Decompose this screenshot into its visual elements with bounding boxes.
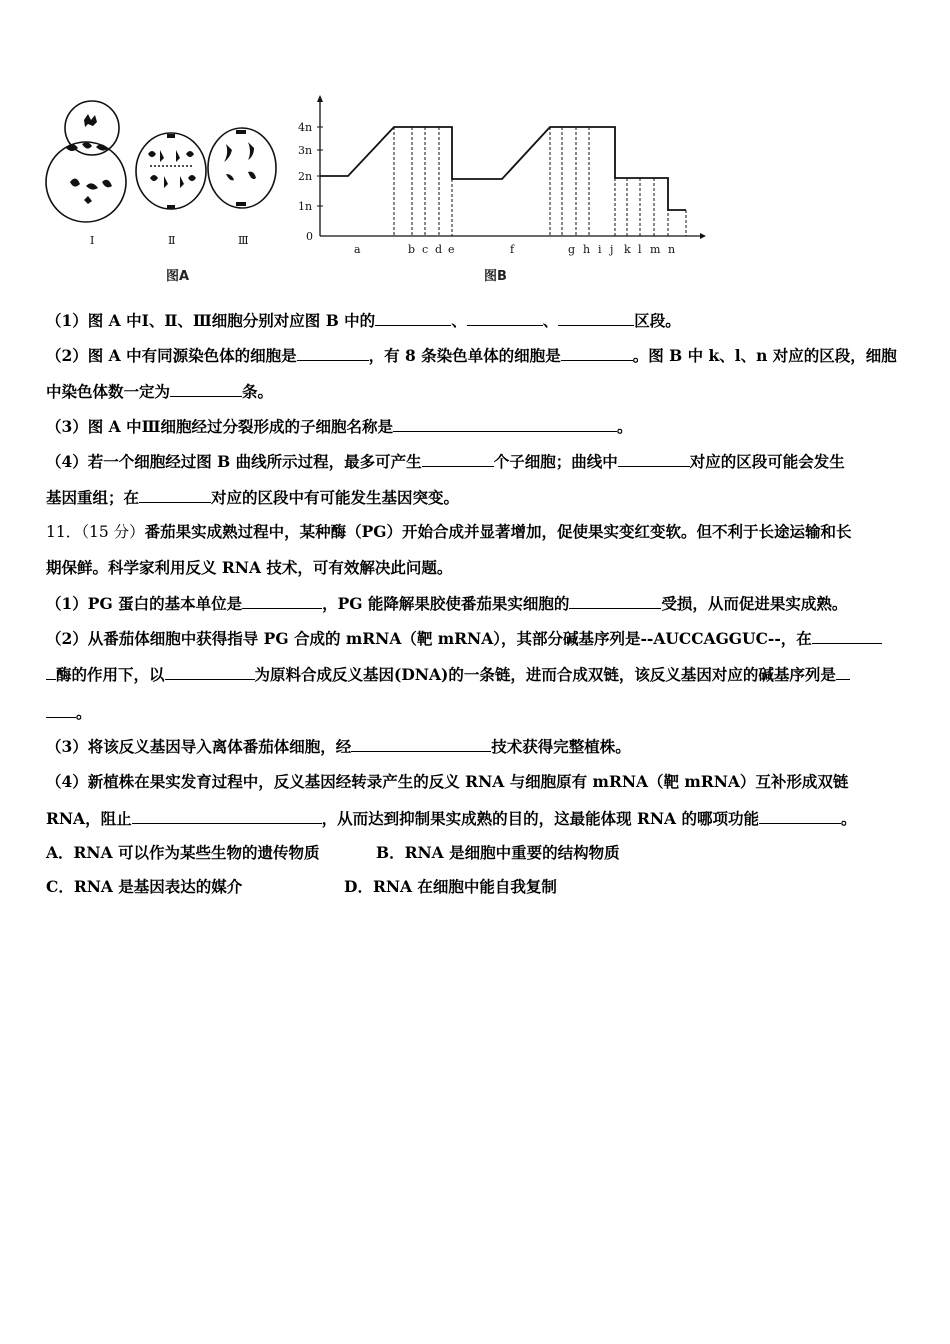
- separator: 、: [542, 311, 559, 330]
- q10-part4-cont: [46, 486, 906, 509]
- x-tick-j: j: [610, 243, 614, 256]
- cell-iii-label: Ⅲ: [238, 234, 249, 247]
- q10-part2: [46, 344, 906, 367]
- q11-part3: [46, 735, 906, 758]
- option-d[interactable]: D．RNA 在细胞中能自我复制: [344, 877, 557, 896]
- q11-part1-text: （1）PG 蛋白的基本单位是: [46, 594, 243, 613]
- cell-iii-drawing: [208, 128, 276, 208]
- q11-stem-text-2: 期保鲜。科学家利用反义 RNA 技术，可有效解决此问题。: [46, 558, 453, 577]
- cell-ii-label: Ⅱ: [168, 234, 176, 247]
- x-tick-k: k: [624, 243, 631, 256]
- q10-part2-cont: [46, 380, 906, 403]
- x-tick-e: e: [448, 243, 455, 256]
- q11-part4-cont-text-b: ，从而达到抑制果实成熟的目的，这最能体现 RNA 的哪项功能: [321, 809, 759, 828]
- cell-ii-drawing: [136, 133, 206, 209]
- q10-part2-text-c: 。图 B 中 k、l、n 对应的区段，细胞: [632, 346, 897, 365]
- q10-part2-cont-text: 中染色体数一定为: [46, 382, 171, 401]
- x-tick-c: c: [422, 243, 429, 256]
- q10-part3-end: 。: [616, 417, 633, 436]
- dna-content-curve: [320, 127, 686, 210]
- x-tick-b: b: [408, 243, 416, 256]
- x-tick-a: a: [354, 243, 361, 256]
- answer-blank[interactable]: [569, 592, 661, 609]
- option-b[interactable]: B．RNA 是细胞中重要的结构物质: [376, 843, 620, 862]
- answer-blank[interactable]: [836, 663, 850, 680]
- answer-blank[interactable]: [422, 450, 494, 467]
- phase-dividers: [394, 127, 686, 236]
- q11-part4-cont-end: 。: [840, 809, 857, 828]
- q10-part3-text: （3）图 A 中Ⅲ细胞经过分裂形成的子细胞名称是: [46, 417, 393, 436]
- x-tick-n: n: [668, 243, 676, 256]
- q11-part4-cont: [46, 807, 906, 830]
- answer-blank[interactable]: [812, 627, 882, 644]
- question-number: 11．（15 分）: [46, 523, 145, 541]
- figure-a-caption: 图A: [166, 269, 190, 284]
- y-tick-0: 0: [306, 230, 313, 243]
- answer-blank[interactable]: [351, 735, 491, 752]
- q11-options-row1: [46, 842, 906, 864]
- q10-part4-cont-text: 基因重组；在: [46, 488, 140, 507]
- q11-part2-end: 。: [76, 703, 92, 722]
- answer-blank[interactable]: [561, 344, 633, 361]
- answer-blank[interactable]: [165, 663, 255, 680]
- answer-blank[interactable]: [297, 344, 369, 361]
- answer-blank-cont[interactable]: [46, 701, 76, 718]
- q10-part2-text-b: ，有 8 条染色单体的细胞是: [368, 346, 561, 365]
- x-tick-f: f: [510, 243, 515, 256]
- x-tick-l: l: [638, 243, 642, 256]
- q10-part2-cont-end: 条。: [242, 382, 274, 401]
- x-tick-h: h: [583, 243, 591, 256]
- y-tick-4n: 4n: [298, 121, 313, 134]
- figure-svg: [40, 92, 720, 292]
- q10-part4-text: （4）若一个细胞经过图 B 曲线所示过程，最多可产生: [46, 452, 422, 471]
- q11-part4-cont-text: RNA，阻止: [46, 809, 132, 828]
- q10-part1-text: （1）图 A 中Ⅰ、Ⅱ、Ⅲ细胞分别对应图 B 中的: [46, 311, 376, 330]
- answer-blank[interactable]: [618, 450, 690, 467]
- x-tick-d: d: [435, 243, 443, 256]
- separator: 、: [451, 311, 467, 330]
- q10-part4-cont-end: 对应的区段中有可能发生基因突变。: [211, 488, 460, 507]
- graph-b: [298, 95, 706, 284]
- q11-part2-cont-text-b: 为原料合成反义基因(DNA)的一条链，进而合成双链，该反义基因对应的碱基序列是: [254, 665, 836, 684]
- q11-options-row2: [46, 876, 906, 898]
- q10-part4-text-b: 个子细胞；曲线中: [493, 452, 618, 471]
- x-tick-m: m: [650, 243, 661, 256]
- q11-stem-text: 番茄果实成熟过程中，某种酶（PG）开始合成并显著增加，促使果实变红变软。但不利于长途运输和长: [144, 522, 852, 541]
- answer-blank[interactable]: [242, 592, 322, 609]
- q10-part1-end: 区段。: [634, 311, 681, 330]
- q11-stem-cont: [46, 557, 906, 579]
- q11-part2-cont-text: 酶的作用下，以: [56, 665, 165, 684]
- q10-part1: [46, 309, 906, 332]
- y-tick-2n: 2n: [298, 170, 313, 183]
- q11-part2-text: （2）从番茄体细胞中获得指导 PG 合成的 mRNA（靶 mRNA），其部分碱基序列是--AUCCAGGUC--，在: [46, 629, 812, 648]
- q11-part1: [46, 592, 906, 615]
- y-tick-3n: 3n: [298, 144, 313, 157]
- answer-blank[interactable]: [558, 309, 634, 326]
- q11-part2-end-line: [46, 701, 906, 724]
- q11-part1-text-c: 受损，从而促进果实成熟。: [661, 594, 848, 613]
- q11-stem: [46, 521, 906, 543]
- answer-blank[interactable]: [132, 807, 322, 824]
- answer-blank[interactable]: [467, 309, 543, 326]
- q11-part3-text: （3）将该反义基因导入离体番茄体细胞，经: [46, 737, 352, 756]
- answer-blank[interactable]: [139, 486, 211, 503]
- x-tick-g: g: [568, 243, 576, 256]
- q11-part4: [46, 771, 906, 793]
- q11-part2: [46, 627, 906, 650]
- answer-blank[interactable]: [393, 415, 617, 432]
- q10-part3: [46, 415, 906, 438]
- q11-part4-text: （4）新植株在果实发育过程中，反义基因经转录产生的反义 RNA 与细胞原有 mRNA（靶 mRNA）互补形成双链: [46, 772, 849, 791]
- answer-blank[interactable]: [375, 309, 451, 326]
- figure-b-caption: 图B: [484, 269, 507, 284]
- y-tick-1n: 1n: [298, 200, 313, 213]
- x-tick-i: i: [598, 243, 602, 256]
- q10-part4-text-c: 对应的区段可能会发生: [689, 452, 845, 471]
- cell-i-drawing: [46, 101, 126, 222]
- q11-part1-text-b: ，PG 能降解果胶使番茄果实细胞的: [322, 594, 570, 613]
- answer-blank[interactable]: [170, 380, 242, 397]
- option-c[interactable]: C．RNA 是基因表达的媒介: [46, 877, 243, 896]
- q10-part2-text: （2）图 A 中有同源染色体的细胞是: [46, 346, 297, 365]
- q11-part2-cont: [46, 663, 906, 686]
- answer-blank[interactable]: [759, 807, 841, 824]
- figure-area: [40, 92, 720, 292]
- option-a[interactable]: A．RNA 可以作为某些生物的遗传物质: [46, 843, 320, 862]
- q10-part4: [46, 450, 906, 473]
- cell-i-label: Ⅰ: [90, 234, 95, 247]
- q11-part3-end: 技术获得完整植株。: [491, 737, 631, 756]
- answer-blank-cont[interactable]: [46, 663, 56, 680]
